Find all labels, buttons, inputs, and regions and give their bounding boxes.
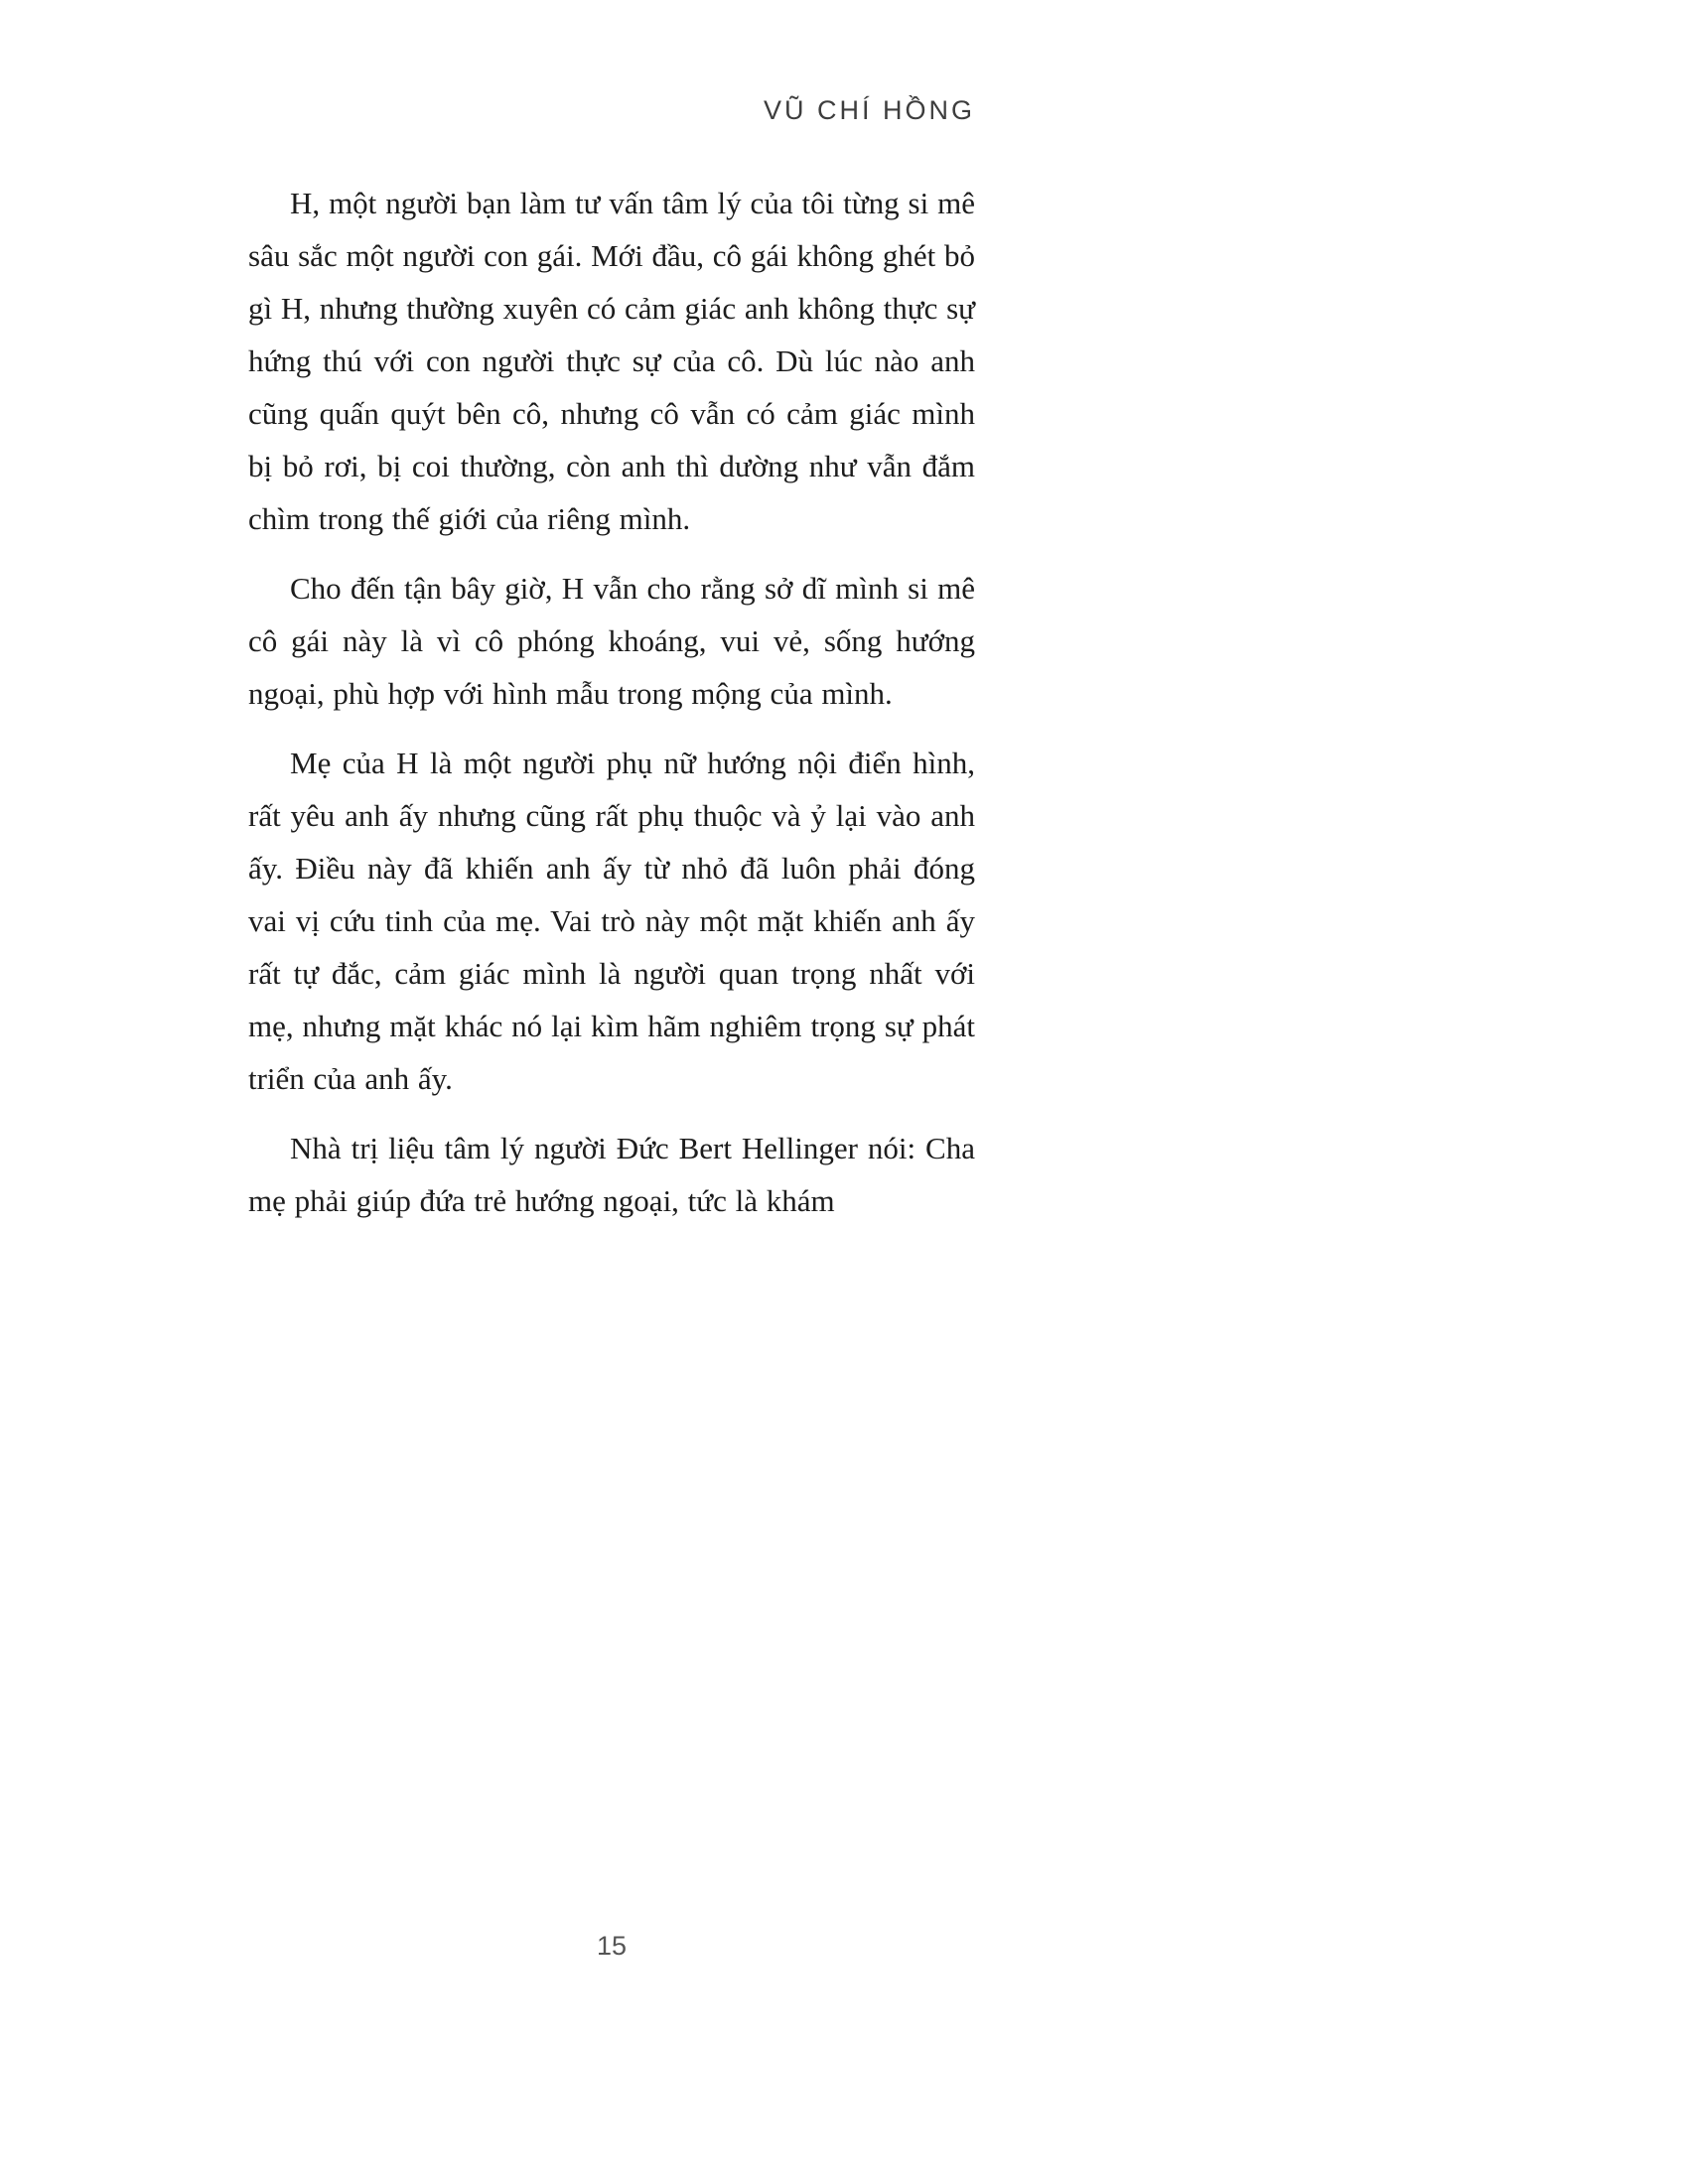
paragraph: Cho đến tận bây giờ, H vẫn cho rằng sở dĩ mình si mê cô gái này là vì cô phóng khoáng, vui vẻ, sống hướng ngoại, phù hợp với hình mẫu trong mộng của mình. — [248, 571, 975, 711]
paragraph: H, một người bạn làm tư vấn tâm lý của tôi từng si mê sâu sắc một người con gái. Mới đầu, cô gái không ghét bỏ gì H, nhưng thường xuyên có cảm giác anh không thực sự hứng thú với con người thực sự của cô. Dù lúc nào anh cũng quấn quýt bên cô, nhưng cô vẫn có cảm giác mình bị bỏ rơi, bị coi thường, còn anh thì dường như vẫn đắm chìm trong thế giới của riêng mình. — [248, 186, 975, 536]
page-number: 15 — [596, 1931, 628, 1961]
paragraph: Mẹ của H là một người phụ nữ hướng nội điển hình, rất yêu anh ấy nhưng cũng rất phụ thuộc và ỷ lại vào anh ấy. Điều này đã khiến anh ấy từ nhỏ đã luôn phải đóng vai vị cứu tinh của mẹ. Vai trò này một mặt khiến anh ấy rất tự đắc, cảm giác mình là người quan trọng nhất với mẹ, nhưng mặt khác nó lại kìm hãm nghiêm trọng sự phát triển của anh ấy. — [248, 746, 975, 1096]
body-text — [248, 177, 975, 1244]
running-header-author: VŨ CHÍ HỒNG — [763, 95, 975, 125]
paragraph: Nhà trị liệu tâm lý người Đức Bert Hellinger nói: Cha mẹ phải giúp đứa trẻ hướng ngoại, tức là khám — [248, 1131, 975, 1218]
